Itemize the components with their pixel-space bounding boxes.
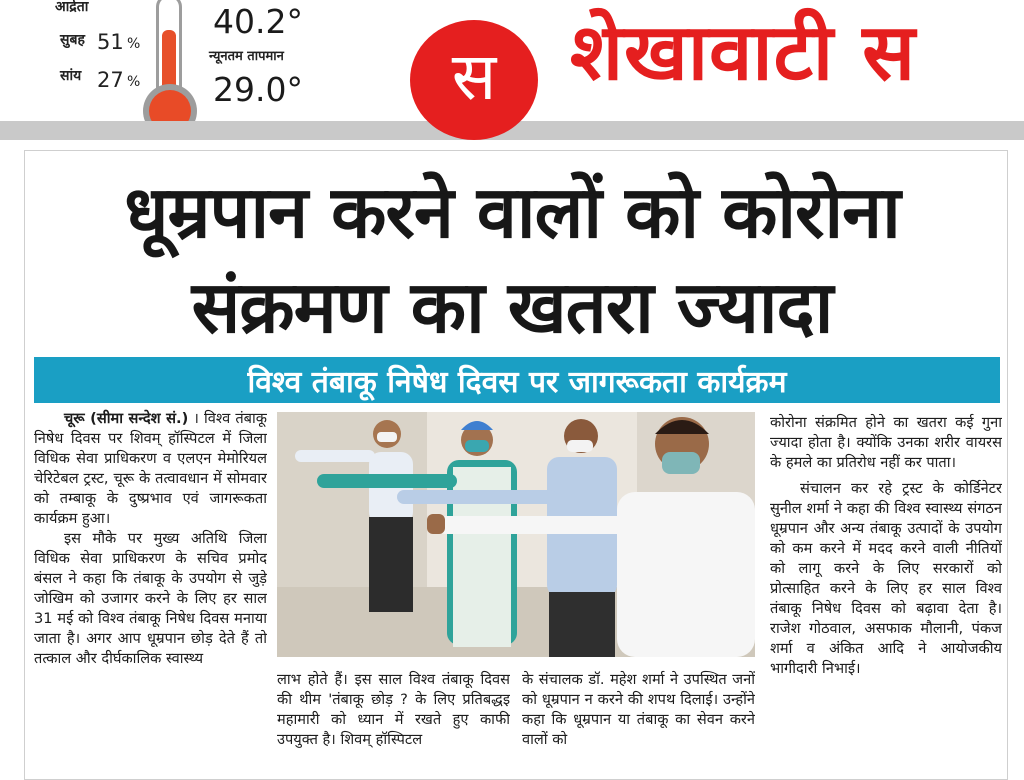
min-temperature-label: न्यूनतम तापमान <box>209 49 284 64</box>
subheadline: विश्व तंबाकू निषेध दिवस पर जागरूकता कार्यक्रम <box>247 364 787 400</box>
max-temperature: 40.2° <box>213 2 303 41</box>
article-photo <box>277 412 755 657</box>
evening-percent: % <box>127 74 141 90</box>
morning-humidity-value: 51 <box>97 30 124 54</box>
humidity-label: आर्द्रता <box>55 0 89 15</box>
headline-line-2: संक्रमण का खतरा ज्यादा <box>191 265 833 349</box>
paragraph: लाभ होते हैं। इस साल विश्व तंबाकू दिवस की थीम 'तंबाकू छोड़ ? के लिए प्रतिबद्धइ महामारी को ध्यान में रखते हुए काफी उपयुक्त है। शिवम् हॉस्पिटल <box>277 671 510 748</box>
newspaper-name: शेखावाटी स <box>570 8 917 98</box>
photo-illustration <box>277 412 755 657</box>
morning-label: सुबह <box>60 32 85 48</box>
morning-percent: % <box>127 36 141 52</box>
paragraph: के संचालक डॉ. महेश शर्मा ने उपस्थित जनों को धूम्रपान न करने की शपथ दिलाई। उन्होंने कहा कि धूम्रपान या तंबाकू का सेवन करने वालों को <box>522 671 755 748</box>
paragraph <box>34 409 267 529</box>
paragraph: कोरोना संक्रमित होने का खतरा कई गुना ज्यादा होता है। क्योंकि उनका शरीर वायरस के हमले का प्रतिरोध नहीं कर पाता। <box>770 414 1002 471</box>
paragraph: इस मौके पर मुख्य अतिथि जिला विधिक सेवा प्राधिकरण के सचिव प्रमोद बंसल ने कहा कि तंबाकू के उपयोग से जुड़े जोखिम को उजागर करने के लिए हर साल 31 मई को विश्व तंबाकू निषेध दिवस मनाया जाता है। अगर आप धूम्रपान छोड़ देते हैं तो तत्काल और दीर्घकालिक स्वास्थ्य <box>34 530 267 667</box>
article-column-1 <box>34 409 267 765</box>
article-column-3 <box>522 670 755 765</box>
dateline: चूरू (सीमा सन्देश सं.) <box>64 410 189 427</box>
paragraph-text: । विश्व तंबाकू निषेध दिवस पर शिवम् हॉस्पिटल में जिला विधिक सेवा प्राधिकरण व एलएन मेमोरियल चेरिटेबल ट्रस्ट, चूरू के तत्वावधान में सोमवार को तम्बाकू के दुष्प्रभाव एवं जागरूकता कार्यक्रम हुआ। <box>34 410 267 527</box>
evening-humidity-value: 27 <box>97 68 124 92</box>
min-temperature: 29.0° <box>213 70 303 109</box>
article-column-4 <box>770 413 1002 765</box>
subheadline-bar <box>34 357 1000 403</box>
logo-glyph: स <box>451 38 497 115</box>
headline-line-1: धूम्रपान करने वालों को कोरोना <box>124 170 900 254</box>
article-column-2 <box>277 670 510 765</box>
newspaper-logo <box>410 20 538 140</box>
paragraph: संचालन कर रहे ट्रस्ट के कोर्डिनेटर सुनील शर्मा ने कहा की विश्व स्वास्थ्य संगठन धूम्रपान और अन्य तंबाकू उत्पादों के उपयोग को कम करने में मदद करने वाली नीतियों को लागू करने के लिए सरकारों को प्रोत्साहित करने के लिए हर साल विश्व तंबाकू निषेध दिवस को बढ़ावा देता है। राजेश गोठवाल, असफाक मौलानी, पंकज शर्मा व अंकित आदि ने आयोजकीय भागीदारी निभाई। <box>770 480 1002 677</box>
evening-label: सांय <box>60 68 82 84</box>
